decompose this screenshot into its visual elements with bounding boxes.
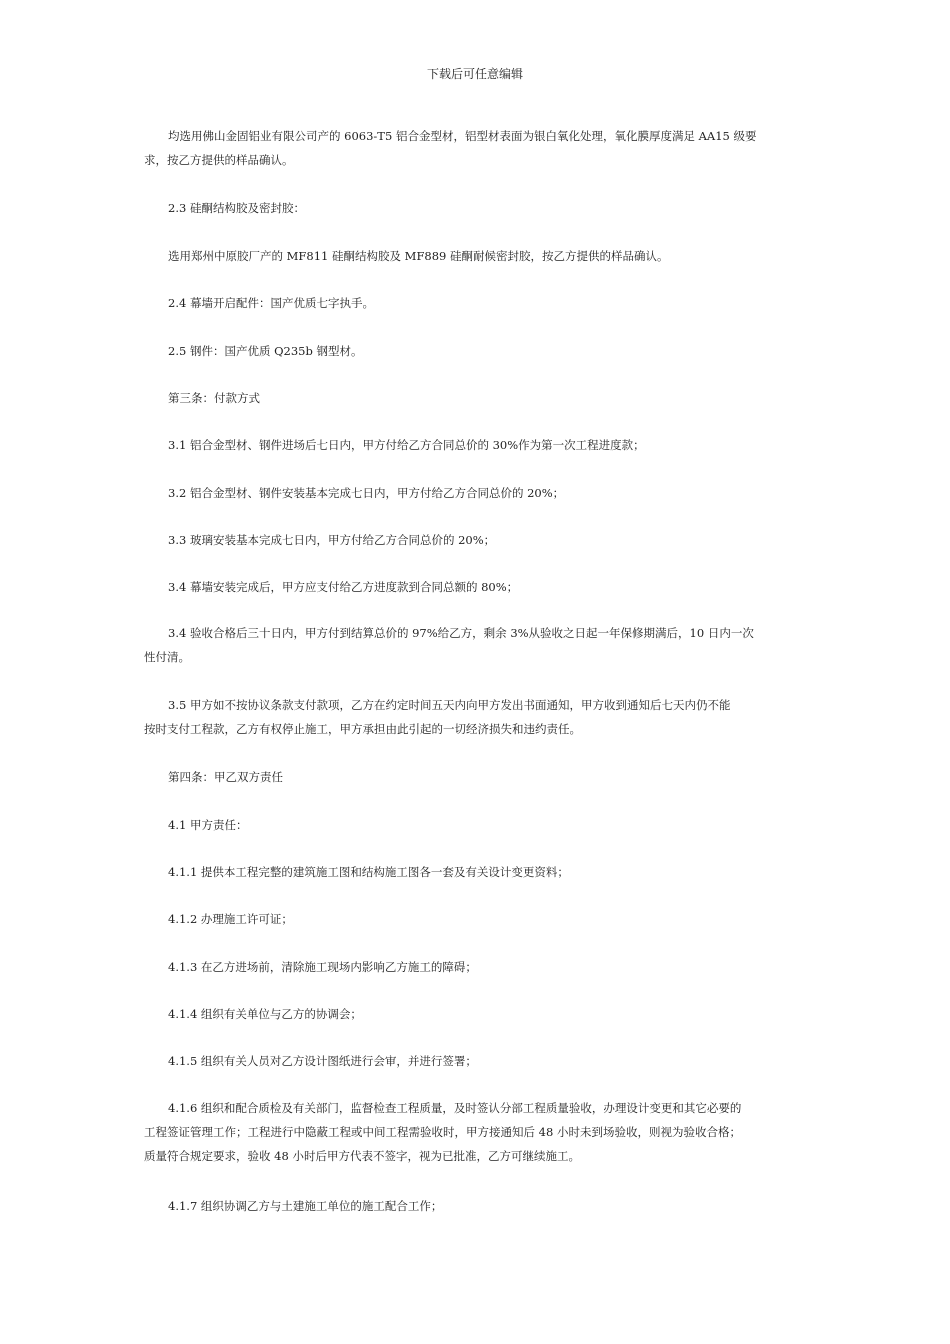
paragraph-line: 4.1.3 在乙方进场前，清除施工现场内影响乙方施工的障碍； <box>168 960 477 974</box>
paragraph-line: 3.4 验收合格后三十日内，甲方付到结算总价的 97%给乙方，剩余 3%从验收之日起一年保修期满后，10 日内一次 <box>168 626 754 640</box>
paragraph-line: 选用郑州中原胶厂产的 MF811 硅酮结构胶及 MF889 硅酮耐候密封胶，按乙方提供的样品确认。 <box>168 249 669 263</box>
paragraph <box>144 693 806 741</box>
paragraph <box>144 291 806 315</box>
paragraph <box>144 860 806 884</box>
paragraph <box>144 481 806 505</box>
paragraph-line: 3.2 铝合金型材、钢件安装基本完成七日内，甲方付给乙方合同总价的 20%； <box>168 486 565 500</box>
paragraph <box>144 1096 806 1168</box>
paragraph-line: 3.1 铝合金型材、钢件进场后七日内，甲方付给乙方合同总价的 30%作为第一次工程进度款； <box>168 438 645 452</box>
section-heading <box>144 765 806 789</box>
paragraph <box>144 575 806 599</box>
paragraph <box>144 1194 806 1218</box>
paragraph-line: 3.4 幕墙安装完成后，甲方应支付给乙方进度款到合同总额的 80%； <box>168 580 519 594</box>
paragraph-line: 2.3 硅酮结构胶及密封胶： <box>168 201 305 215</box>
paragraph <box>144 196 806 220</box>
paragraph <box>144 1049 806 1073</box>
paragraph-line: 4.1.2 办理施工许可证； <box>168 912 293 926</box>
paragraph-line: 4.1.4 组织有关单位与乙方的协调会； <box>168 1007 362 1021</box>
paragraph-line: 第三条：付款方式 <box>168 391 260 405</box>
paragraph-line: 4.1.7 组织协调乙方与土建施工单位的施工配合工作； <box>168 1199 443 1213</box>
paragraph <box>144 124 806 172</box>
paragraph-line: 3.3 玻璃安装基本完成七日内，甲方付给乙方合同总价的 20%； <box>168 533 496 547</box>
paragraph <box>144 528 806 552</box>
paragraph-line: 4.1.1 提供本工程完整的建筑施工图和结构施工图各一套及有关设计变更资料； <box>168 865 569 879</box>
paragraph <box>144 433 806 457</box>
paragraph-line: 工程签证管理工作；工程进行中隐蔽工程或中间工程需验收时，甲方接通知后 48 小时未到场验收，则视为验收合格； <box>144 1125 741 1139</box>
paragraph-line: 按时支付工程款，乙方有权停止施工，甲方承担由此引起的一切经济损失和违约责任。 <box>144 722 581 736</box>
paragraph <box>144 813 806 837</box>
paragraph-line: 均选用佛山金固铝业有限公司产的 6063-T5 铝合金型材，铝型材表面为银白氧化处理，氧化膜厚度满足 AA15 级要 <box>168 129 757 143</box>
paragraph-line: 性付清。 <box>144 650 190 664</box>
paragraph-line: 4.1.5 组织有关人员对乙方设计图纸进行会审，并进行签署； <box>168 1054 477 1068</box>
paragraph <box>144 339 806 363</box>
paragraph <box>144 907 806 931</box>
paragraph-line: 2.4 幕墙开启配件：国产优质七字执手。 <box>168 296 374 310</box>
paragraph-line: 第四条：甲乙双方责任 <box>168 770 283 784</box>
paragraph <box>144 955 806 979</box>
paragraph <box>144 244 806 268</box>
paragraph <box>144 1002 806 1026</box>
paragraph-line: 质量符合规定要求，验收 48 小时后甲方代表不签字，视为已批准，乙方可继续施工。 <box>144 1149 580 1163</box>
paragraph-line: 4.1.6 组织和配合质检及有关部门，监督检查工程质量，及时签认分部工程质量验收，办理设计变更和其它必要的 <box>168 1101 742 1115</box>
paragraph-line: 3.5 甲方如不按协议条款支付款项，乙方在约定时间五天内向甲方发出书面通知，甲方收到通知后七天内仍不能 <box>168 698 731 712</box>
paragraph-line: 4.1 甲方责任： <box>168 818 248 832</box>
paragraph <box>144 621 806 669</box>
page-header: 下载后可任意编辑 <box>426 67 523 81</box>
section-heading <box>144 386 806 410</box>
paragraph-line: 求，按乙方提供的样品确认。 <box>144 153 294 167</box>
paragraph-line: 2.5 钢件：国产优质 Q235b 钢型材。 <box>168 344 363 358</box>
